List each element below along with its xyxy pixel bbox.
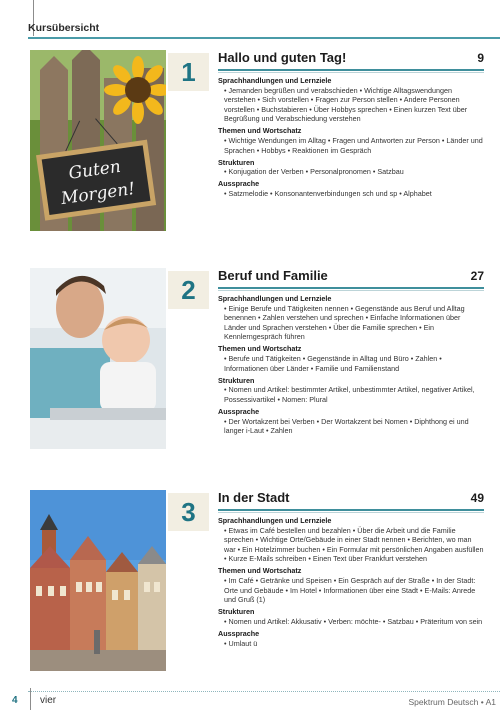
unit-3-photo: [30, 490, 166, 671]
unit-3-heading-2: Themen und Wortschatz: [218, 566, 302, 576]
unit-1-text-4: • Satzmelodie • Konsonantenverbindungen sch und sp • Alphabet: [224, 189, 432, 199]
unit-2-text-3: • Nomen und Artikel: bestimmter Artikel, unbestimmter Artikel, negativer Artikel, Possessivartikel • Nomen: Plural: [224, 385, 475, 404]
footer-page-word: vier: [40, 695, 57, 706]
section-title: Kursübersicht: [28, 22, 100, 34]
unit-1-text-2: • Wichtige Wendungen im Alltag • Fragen und Antworten zur Person • Länder und Sprachen • Hobbys • Reaktionen im Gespräch: [224, 136, 483, 155]
unit-2-title: Beruf und Familie: [218, 268, 328, 283]
unit-1-rule: [218, 69, 484, 71]
unit-3-title: In der Stadt: [218, 490, 290, 505]
footer-page-number: 4: [12, 695, 18, 706]
unit-2-text-2: • Berufe und Tätigkeiten • Gegenstände in Alltag und Büro • Zahlen • Informationen über Länder • Familie und Familienstand: [224, 354, 442, 373]
unit-3-text-3: • Nomen und Artikel: Akkusativ • Verben: möchte- • Satzbau • Präteritum von sein: [224, 616, 483, 626]
unit-3-rule-thin: [218, 512, 484, 513]
unit-3-rule: [218, 509, 484, 511]
unit-3-text-1: • Etwas im Café bestellen und bezahlen • Über die Arbeit und die Familie sprechen • Wichtige Orte/Gebäude in einer Stadt nennen • Berichten, wo man war • Ein Hotelzimmer buchen • Ein Formular mit persönlichen Angaben ausfüllen • Kurze E-Mails schreiben • Einen Text über Frankfurt verstehen: [224, 525, 484, 564]
unit-1-number: 1: [181, 56, 196, 87]
unit-1-text-1: • Jemanden begrüßen und verabschieden • Wichtige Alltagswendungen verstehen • Sich vorstellen • Fragen zur Person stellen • Andere Personen vorstellen • Buchstabieren • Über Hobbys sprechen • Einen kurzen Text über Begrüßung und Verabschiedung verstehen: [224, 85, 468, 124]
unit-2-page: 27: [470, 269, 484, 283]
unit-1-heading-4: Aussprache: [218, 179, 260, 189]
unit-1-photo: [30, 50, 166, 231]
unit-2-heading-4: Aussprache: [218, 407, 260, 417]
unit-2-rule-thin: [218, 290, 484, 291]
unit-2-heading-1: Sprachhandlungen und Lernziele: [218, 294, 332, 303]
unit-2-rule: [218, 287, 484, 289]
footer-separator: [30, 688, 31, 710]
unit-1-heading-2: Themen und Wortschatz: [218, 126, 302, 136]
unit-2-text-4: • Der Wortakzent bei Verben • Der Wortakzent bei Nomen • Diphthong ei und langer i-Laut • Zahlen: [224, 416, 469, 436]
unit-2-photo: [30, 268, 166, 449]
unit-1-title: Hallo und guten Tag!: [218, 50, 347, 65]
unit-1-heading-1: Sprachhandlungen und Lernziele: [218, 76, 332, 85]
unit-3-heading-4: Aussprache: [218, 629, 260, 639]
unit-3-number: 3: [181, 496, 196, 527]
unit-3-page: 49: [470, 491, 484, 505]
svg-text:Guten: Guten: [67, 156, 123, 184]
unit-2-text-1: • Einige Berufe und Tätigkeiten nennen • Gegenstände aus Beruf und Alltag benennen • Zahlen verstehen und sprechen • Einfache Informationen über Länder und Sprachen verstehen • Über die Familie sprechen • Ein Kennlerngespräch führen: [224, 303, 465, 342]
unit-3-text-2: • Im Café • Getränke und Speisen • Ein Gespräch auf der Straße • In der Stadt: Orte und Gebäude • Im Hotel • Informationen über eine Stadt • E-Mails: Anrede und Gruß (1): [224, 576, 476, 605]
unit-3-heading-1: Sprachhandlungen und Lernziele: [218, 516, 332, 525]
svg-text:Morgen!: Morgen!: [59, 178, 137, 210]
unit-1-number-box: [168, 53, 209, 91]
unit-2-heading-2: Themen und Wortschatz: [218, 344, 302, 354]
unit-2-heading-3: Strukturen: [218, 375, 255, 385]
unit-1-rule-thin: [218, 72, 484, 73]
unit-2-number-box: [168, 271, 209, 309]
unit-3-number-box: [168, 493, 209, 531]
footer-rule: [28, 691, 500, 692]
unit-1-page: 9: [477, 51, 484, 65]
unit-3-text-4: • Umlaut ü: [224, 638, 258, 648]
unit-3-heading-3: Strukturen: [218, 607, 255, 617]
footer-book-title: Spektrum Deutsch • A1: [408, 697, 496, 707]
header-rule: [28, 37, 500, 39]
unit-1-heading-3: Strukturen: [218, 157, 255, 167]
unit-2-number: 2: [181, 274, 196, 305]
unit-1-text-3: • Konjugation der Verben • Personalpronomen • Satzbau: [224, 167, 404, 177]
